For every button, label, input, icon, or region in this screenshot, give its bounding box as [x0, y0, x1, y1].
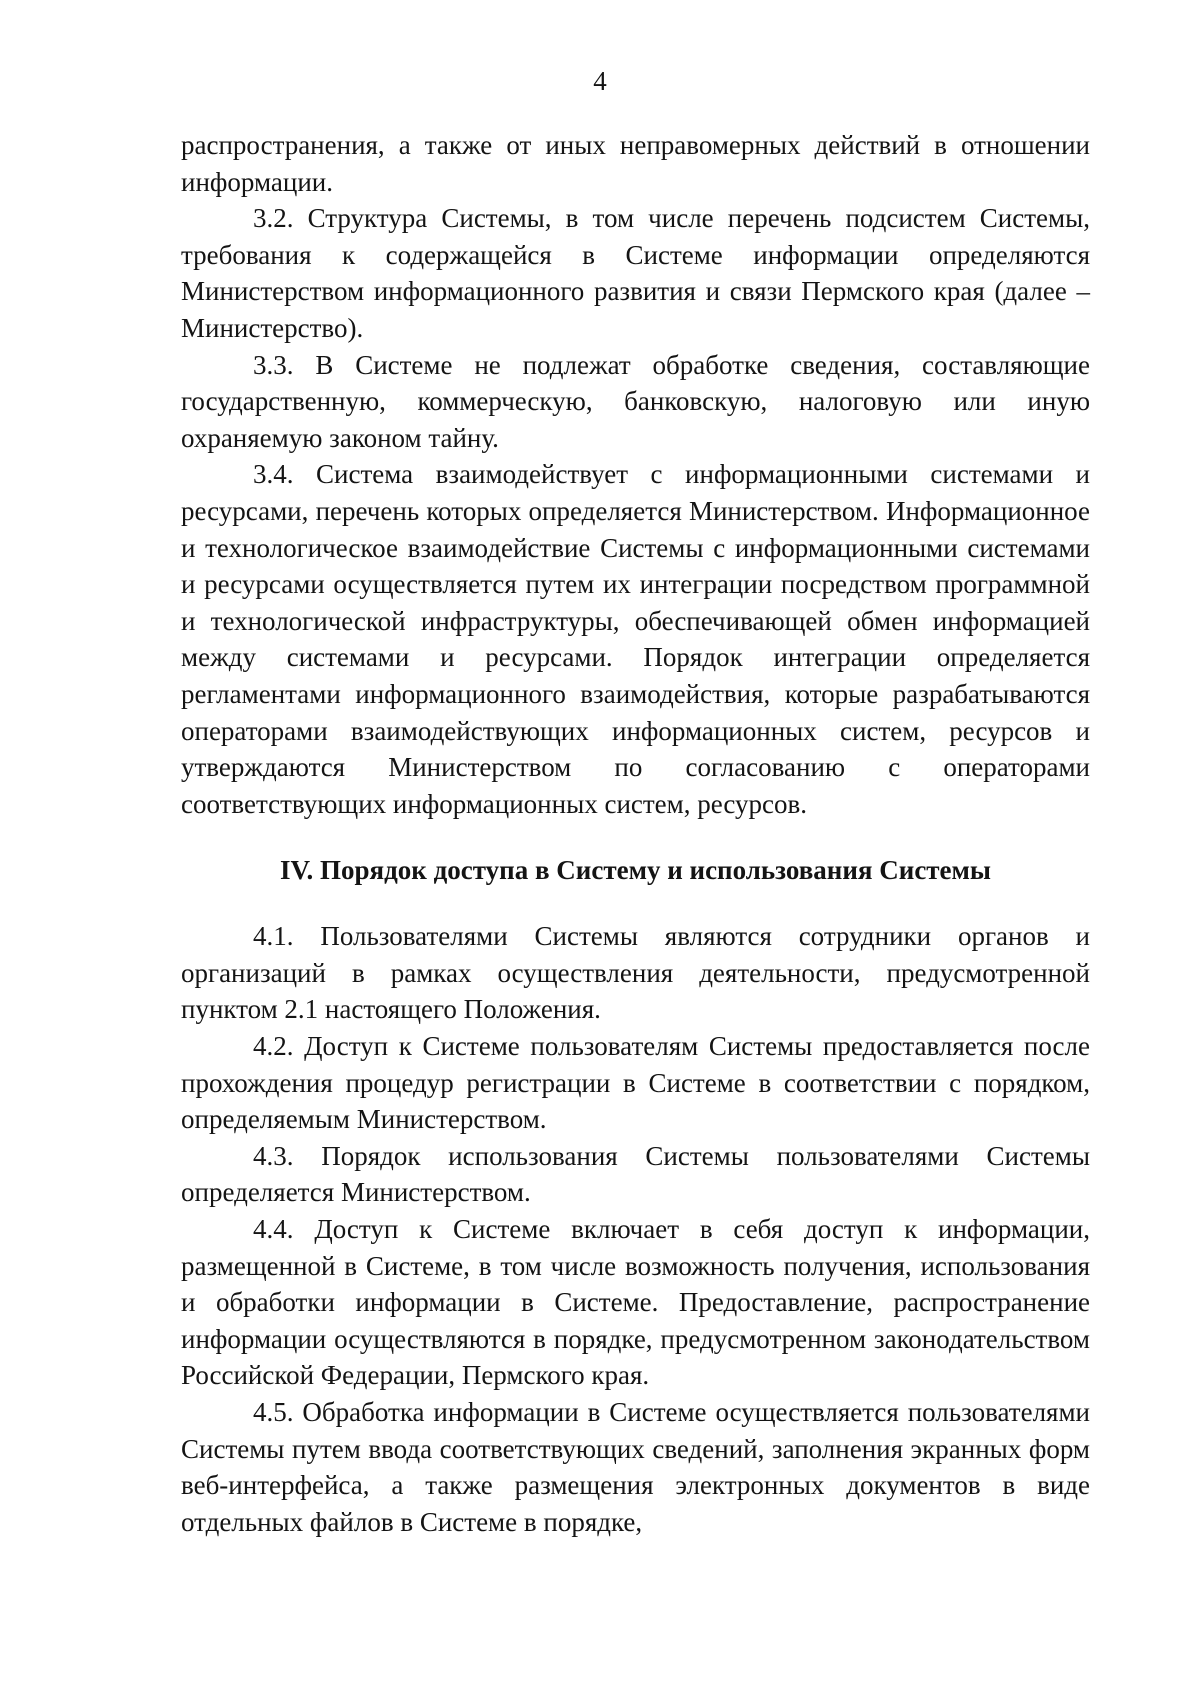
- paragraph-3-1-continuation: распространения, а также от иных неправомерных действий в отношении информации.: [181, 130, 1090, 197]
- paragraph-3-2: 3.2. Структура Системы, в том числе перечень подсистем Системы, требования к содержащейся в Системе информации определяются Министерством информационного развития и связи Пермского края (далее – Министерство).: [181, 203, 1090, 343]
- paragraph-4-1: 4.1. Пользователями Системы являются сотрудники органов и организаций в рамках осуществления деятельности, предусмотренной пунктом 2.1 настоящего Положения.: [181, 921, 1090, 1025]
- page-number: 4: [593, 66, 607, 96]
- paragraph-4-4: 4.4. Доступ к Системе включает в себя доступ к информации, размещенной в Системе, в том числе возможность получения, использования и обработки информации в Системе. Предоставление, распространение информации осуществляются в порядке, предусмотренном законодательством Российской Федерации, Пермского края.: [181, 1214, 1090, 1391]
- paragraph-4-5: 4.5. Обработка информации в Системе осуществляется пользователями Системы путем ввода соответствующих сведений, заполнения экранных форм веб-интерфейса, а также размещения электронных документов в виде отдельных файлов в Системе в порядке,: [181, 1397, 1090, 1537]
- paragraph-3-3: 3.3. В Системе не подлежат обработке сведения, составляющие государственную, коммерческую, банковскую, налоговую или иную охраняемую законом тайну.: [181, 349, 1090, 453]
- document-body: [181, 127, 1090, 1540]
- paragraph-3-4: 3.4. Система взаимодействует с информационными системами и ресурсами, перечень которых определяется Министерством. Информационное и технологическое взаимодействие Системы с информационными системами и ресурсами осуществляется путем их интеграции посредством программной и технологической инфраструктуры, обеспечивающей обмен информацией между системами и ресурсами. Порядок интеграции определяется регламентами информационного взаимодействия, которые разрабатываются операторами взаимодействующих информационных систем, ресурсов и утверждаются Министерством по согласованию с операторами соответствующих информационных систем, ресурсов.: [181, 459, 1090, 819]
- section-4-heading: IV. Порядок доступа в Систему и использования Системы: [279, 855, 992, 886]
- paragraph-4-3: 4.3. Порядок использования Системы пользователями Системы определяется Министерством.: [181, 1140, 1090, 1208]
- paragraph-4-2: 4.2. Доступ к Системе пользователям Системы предоставляется после прохождения процедур регистрации в Системе в соответствии с порядком, определяемым Министерством.: [181, 1031, 1090, 1135]
